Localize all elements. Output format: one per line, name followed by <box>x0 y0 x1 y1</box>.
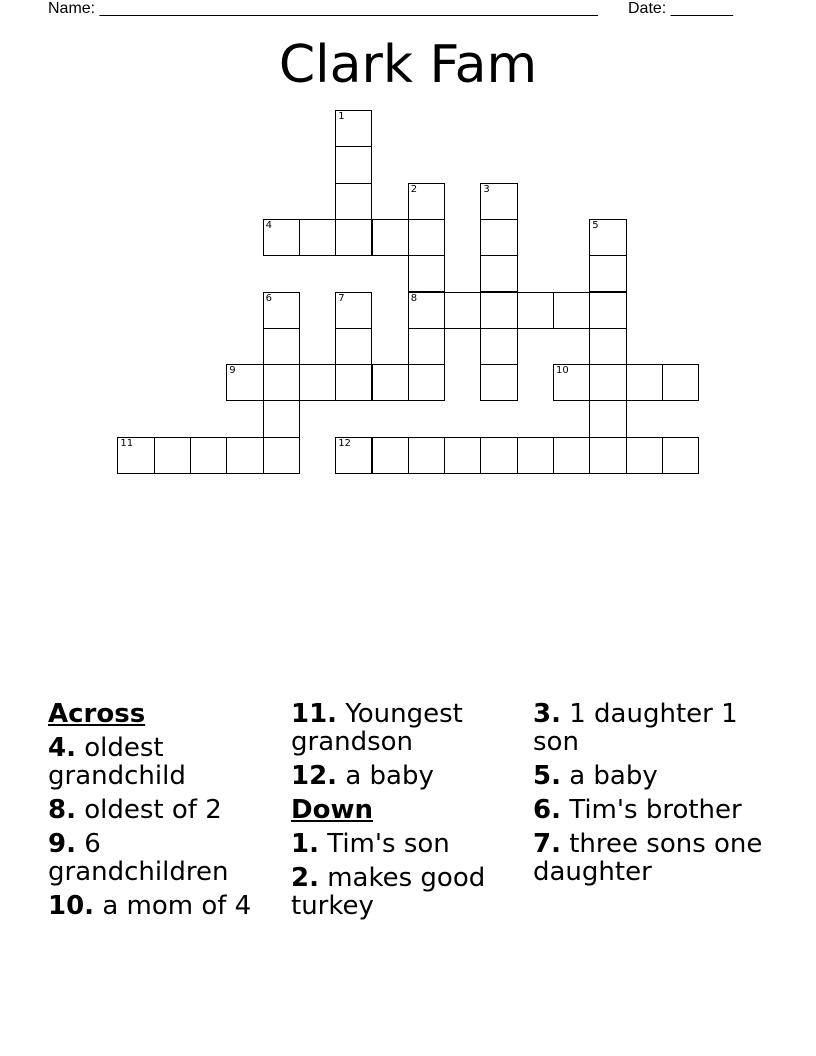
clue-number: 7. <box>533 829 561 859</box>
grid-cell[interactable] <box>263 364 300 401</box>
grid-cell[interactable] <box>444 292 481 329</box>
grid-cell[interactable] <box>480 255 517 292</box>
grid-cell[interactable] <box>263 292 300 329</box>
clue-across-11 <box>291 700 527 756</box>
clue-number: 2. <box>291 863 319 893</box>
clue-number: 5. <box>533 761 561 791</box>
grid-cell[interactable] <box>626 437 663 474</box>
clue-text: Tim's brother <box>560 795 742 825</box>
grid-cell[interactable] <box>372 364 409 401</box>
grid-cell[interactable] <box>263 328 300 365</box>
clue-text: a baby <box>337 761 434 791</box>
grid-cell[interactable] <box>335 110 372 147</box>
grid-cell[interactable] <box>117 437 154 474</box>
grid-cell[interactable] <box>480 364 517 401</box>
clue-down-5 <box>533 762 769 790</box>
grid-cell[interactable] <box>480 292 517 329</box>
down-heading: Down <box>291 795 373 825</box>
clue-down-1 <box>291 830 527 858</box>
clue-text: 1 daughter 1 son <box>533 699 738 757</box>
clue-down-2 <box>291 864 527 920</box>
cell-number: 3 <box>483 183 490 195</box>
grid-cell[interactable] <box>335 292 372 329</box>
grid-cell[interactable] <box>299 219 336 256</box>
grid-cell[interactable] <box>553 437 590 474</box>
clue-text: a mom of 4 <box>94 891 252 921</box>
clue-text: a baby <box>560 761 658 791</box>
grid-cell[interactable] <box>335 437 372 474</box>
grid-cell[interactable] <box>335 328 372 365</box>
grid-cell[interactable] <box>480 183 517 220</box>
clue-number: 9. <box>48 829 76 859</box>
clue-number: 3. <box>533 699 561 729</box>
clue-text: three sons one daughter <box>533 829 763 887</box>
clue-number: 4. <box>48 733 76 763</box>
cell-number: 4 <box>265 219 272 231</box>
name-line[interactable]: Name: ________________________________________________________ <box>48 0 598 17</box>
grid-cell[interactable] <box>335 146 372 183</box>
clue-text: oldest of 2 <box>75 795 222 825</box>
grid-cell[interactable] <box>589 255 626 292</box>
grid-cell[interactable] <box>480 328 517 365</box>
grid-cell[interactable] <box>226 364 263 401</box>
grid-cell[interactable] <box>589 400 626 437</box>
cell-number: 12 <box>338 437 351 449</box>
clue-column-1 <box>48 700 284 926</box>
grid-cell[interactable] <box>154 437 191 474</box>
date-line[interactable]: Date: _______ <box>628 0 733 17</box>
grid-cell[interactable] <box>553 364 590 401</box>
grid-cell[interactable] <box>335 183 372 220</box>
clue-text: Youngest grandson <box>291 699 463 757</box>
grid-cell[interactable] <box>589 292 626 329</box>
grid-cell[interactable] <box>589 219 626 256</box>
grid-cell[interactable] <box>480 437 517 474</box>
grid-cell[interactable] <box>553 292 590 329</box>
grid-cell[interactable] <box>408 364 445 401</box>
cell-number: 8 <box>410 292 418 304</box>
clue-across-12 <box>291 762 527 790</box>
clue-text: Tim's son <box>318 829 450 859</box>
grid-cell[interactable] <box>408 183 445 220</box>
grid-cell[interactable] <box>662 364 699 401</box>
grid-cell[interactable] <box>408 292 445 329</box>
cell-number: 1 <box>338 111 345 122</box>
clue-across-4 <box>48 734 284 790</box>
grid-cell[interactable] <box>263 437 300 474</box>
grid-cell[interactable] <box>662 437 699 474</box>
clue-column-3 <box>533 700 769 892</box>
grid-cell[interactable] <box>480 219 517 256</box>
grid-cell[interactable] <box>299 364 336 401</box>
grid-cell[interactable] <box>589 437 626 474</box>
clue-column-2 <box>291 700 527 926</box>
grid-cell[interactable] <box>408 437 445 474</box>
grid-cell[interactable] <box>408 255 445 292</box>
clue-text: oldest grandchild <box>48 733 186 791</box>
grid-cell[interactable] <box>408 328 445 365</box>
clue-down-3 <box>533 700 769 756</box>
grid-cell[interactable] <box>226 437 263 474</box>
grid-cell[interactable] <box>589 364 626 401</box>
cell-number: 9 <box>229 365 236 377</box>
clue-number: 8. <box>48 795 76 825</box>
puzzle-title: Clark Fam <box>278 35 538 95</box>
cell-number: 11 <box>120 437 134 449</box>
clue-down-7 <box>533 830 769 886</box>
grid-cell[interactable] <box>372 219 409 256</box>
cell-number: 2 <box>410 183 418 195</box>
clue-number: 10. <box>48 891 95 921</box>
clue-text: 6 grandchildren <box>48 829 229 887</box>
grid-cell[interactable] <box>589 328 626 365</box>
grid-cell[interactable] <box>372 437 409 474</box>
across-heading: Across <box>48 699 146 729</box>
clue-number: 6. <box>533 795 561 825</box>
cell-number: 10 <box>556 365 569 377</box>
grid-cell[interactable] <box>444 437 481 474</box>
grid-cell[interactable] <box>335 364 372 401</box>
grid-cell[interactable] <box>517 437 554 474</box>
grid-cell[interactable] <box>408 219 445 256</box>
grid-cell[interactable] <box>190 437 227 474</box>
cell-number: 7 <box>338 292 345 304</box>
clue-number: 11. <box>291 699 338 729</box>
clue-text: makes good turkey <box>291 863 486 921</box>
clue-across-9 <box>48 830 284 886</box>
cell-number: 6 <box>265 292 272 304</box>
grid-cell[interactable] <box>335 219 372 256</box>
clue-across-8 <box>48 796 284 824</box>
clue-number: 12. <box>291 761 338 791</box>
worksheet-header <box>48 0 768 20</box>
clue-across-10 <box>48 892 284 920</box>
cell-number: 5 <box>592 219 599 231</box>
grid-cell[interactable] <box>626 364 663 401</box>
grid-cell[interactable] <box>263 219 300 256</box>
grid-cell[interactable] <box>263 400 300 437</box>
grid-cell[interactable] <box>517 292 554 329</box>
clue-down-6 <box>533 796 769 824</box>
clue-number: 1. <box>291 829 319 859</box>
